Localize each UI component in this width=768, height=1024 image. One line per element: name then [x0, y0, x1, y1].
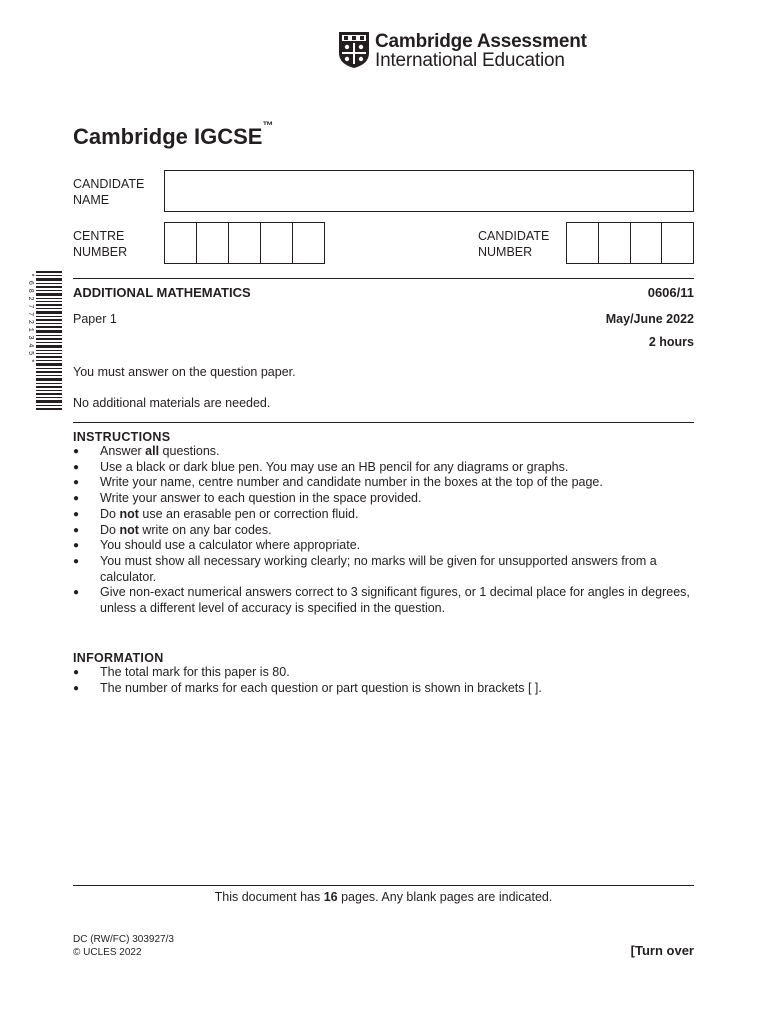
instruction-item: [73, 475, 694, 491]
instruction-item: [73, 460, 694, 476]
instruction-item-emphasis: all: [145, 444, 160, 458]
candidate-number-cell[interactable]: [567, 223, 599, 263]
page-count-suffix: pages. Any blank pages are indicated.: [337, 890, 553, 904]
instruction-item-text: Do: [100, 522, 120, 537]
information-heading: INFORMATION: [73, 651, 164, 665]
page-count-note: [73, 890, 694, 904]
instruction-item-text: Write your answer to each question in the space provided.: [100, 491, 422, 506]
subject-title: ADDITIONAL MATHEMATICS: [73, 285, 251, 300]
materials-note: No additional materials are needed.: [73, 396, 271, 410]
instructions-list: [73, 444, 694, 617]
instruction-item-text: Write your name, centre number and candidate number in the boxes at the top of the page.: [100, 475, 603, 490]
candidate-name-field[interactable]: [164, 170, 694, 212]
reference-code: DC (RW/FC) 303927/3: [73, 934, 174, 945]
document-reference: [73, 933, 174, 959]
candidate-name-label: CANDIDATE NAME: [73, 177, 145, 207]
centre-number-cell[interactable]: [197, 223, 229, 263]
copyright: © UCLES 2022: [73, 947, 142, 958]
instruction-item-text: You must show all necessary working clearly; no marks will be given for unsupported answers from a calculator.: [100, 553, 657, 584]
centre-number-cell[interactable]: [165, 223, 197, 263]
instruction-item-emphasis: not: [119, 506, 139, 521]
instruction-item: [73, 554, 694, 585]
centre-number-cell[interactable]: [293, 223, 324, 263]
paper-number: Paper 1: [73, 312, 117, 326]
exam-duration: 2 hours: [648, 335, 694, 349]
information-list: [73, 665, 694, 696]
instructions-heading: INSTRUCTIONS: [73, 430, 171, 444]
page-count-number: 16: [323, 890, 338, 904]
paper-code: 0606/11: [647, 285, 694, 300]
centre-number-cell[interactable]: [261, 223, 293, 263]
candidate-number-cell[interactable]: [599, 223, 631, 263]
cambridge-assessment-logo: [338, 31, 587, 71]
divider: [73, 422, 694, 423]
instruction-item-text: Give non-exact numerical answers correct to 3 significant figures, or 1 decimal place for angles in degrees, unless a different level of accuracy is specified in the question.: [100, 585, 690, 616]
instruction-item-text: questions.: [159, 444, 220, 458]
instruction-item: [73, 585, 694, 616]
barcode-icon: [28, 271, 62, 411]
divider: [73, 278, 694, 279]
instructions-section: [73, 430, 694, 617]
candidate-number-cell[interactable]: [631, 223, 663, 263]
instruction-item-text: Do: [100, 506, 120, 521]
logo-line-1: Cambridge Assessment: [375, 31, 587, 52]
information-item: [73, 665, 694, 681]
instruction-item: [73, 507, 694, 523]
page-title: [73, 120, 274, 150]
instruction-item-text: Answer: [100, 444, 146, 458]
information-item: [73, 681, 694, 697]
candidate-number-label: CANDIDATE NUMBER: [478, 229, 550, 259]
turn-over-button[interactable]: [Turn over: [630, 943, 694, 958]
candidate-number-cell[interactable]: [662, 223, 693, 263]
instruction-item-text: write on any bar codes.: [138, 522, 272, 537]
instruction-item-emphasis: not: [119, 522, 139, 537]
instruction-item: [73, 538, 694, 554]
answer-note: You must answer on the question paper.: [73, 365, 296, 379]
centre-number-cell[interactable]: [229, 223, 261, 263]
cambridge-crest-icon: [338, 31, 370, 69]
instruction-item-text: You should use a calculator where appropriate.: [100, 538, 361, 553]
instruction-item: [73, 444, 694, 460]
logo-line-2: International Education: [375, 50, 565, 71]
divider: [73, 885, 694, 886]
instruction-item: [73, 491, 694, 507]
exam-session: May/June 2022: [605, 312, 694, 326]
centre-number-label: CENTRE NUMBER: [73, 229, 128, 259]
information-item-text: The total mark for this paper is 80.: [100, 665, 290, 679]
information-section: [73, 651, 694, 696]
page-count-prefix: This document has: [214, 890, 324, 904]
instruction-item: [73, 523, 694, 539]
title-text: Cambridge IGCSE: [73, 124, 263, 149]
trademark-symbol: ™: [262, 120, 274, 132]
information-item-text: The number of marks for each question or part question is shown in brackets [ ].: [100, 680, 542, 695]
barcode-digits: *6827721345*: [26, 273, 34, 367]
instruction-item-text: Use a black or dark blue pen. You may use an HB pencil for any diagrams or graphs.: [100, 459, 569, 474]
centre-number-field[interactable]: [164, 222, 325, 264]
instruction-item-text: use an erasable pen or correction fluid.: [138, 506, 359, 521]
candidate-number-field[interactable]: [566, 222, 694, 264]
